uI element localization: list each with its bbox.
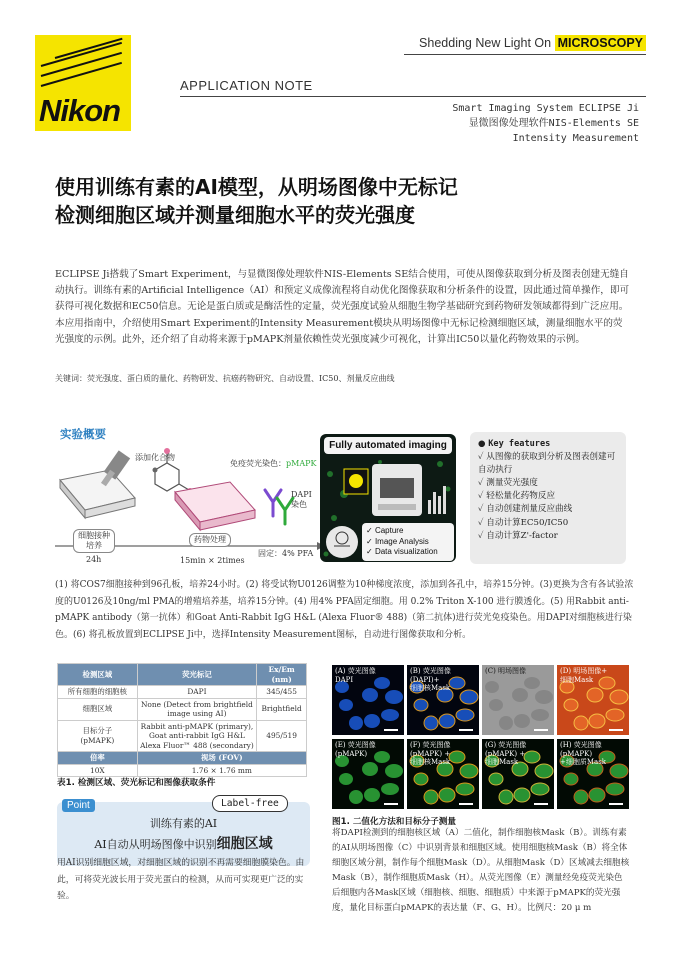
feature-item: ✓ 自动计算Z'-factor [478, 530, 558, 541]
drug-time: 15min × 2times [180, 556, 245, 565]
table-cell: 目标分子 (pMAPK) [58, 720, 138, 752]
panel-caption: (B) 荧光图像 (DAPI)+ 细胞核Mask [410, 667, 451, 693]
point-body: 用AI识别细胞区域，对细胞区域的识别不再需要细胞膜染色。由此，可将荧光波长用于荧光蛋白的检测，从而可实现更广泛的实验。 [57, 858, 305, 901]
scale-bar [534, 729, 548, 731]
scale-bar [459, 729, 473, 731]
scale-bar [459, 803, 473, 805]
tagline [419, 36, 646, 50]
check-icon: ✓ [478, 452, 487, 463]
dapi-stain-label: DAPI 染色 [291, 490, 312, 509]
doc-type: APPLICATION NOTE [180, 78, 313, 93]
table-cell: None (Detect from brightfield image using AI) [137, 698, 257, 720]
check-icon: ✓ [478, 517, 487, 528]
auto-list [362, 523, 454, 561]
scale-bar [609, 729, 623, 731]
intro-paragraph: ECLIPSE Ji搭载了Smart Experiment，与显微图像处理软件NIS-Elements SE结合使用，可使从图像获取到分析及图表创建无缝自动执行。训练有素的Artificial Intelligence（AI）和预定义成像流程将自动优化图像获取和分析条件的设置，因此通过简单操作，即可获得可视化数据和EC50信息。无论是蛋白质或是酶活性的定量，荧光强度试验从细胞生物学基础研究到药物研发领域都得到广泛应用。本应用指南中，介绍使用Smart Experiment的Intensity Measurement模块从明场图像中无标记检测细胞区域，测量细胞水平的荧光强度的示例。此外，还介绍了自动将来源于pMAPK剂量依赖性荧光强度减少可视化，计算出IC50以量化药物效果的示例。 [55, 269, 630, 345]
figure-panel-A [332, 665, 404, 735]
figure-panel-F [407, 739, 479, 809]
feature-item: ✓ 自动创建剂量反应曲线 [478, 504, 573, 515]
table-cell: 细胞区域 [58, 698, 138, 720]
scale-bar [384, 803, 398, 805]
title-line: 使用训练有素的AI模型，从明场图像中无标记 [55, 175, 458, 199]
immuno-target: pMAPK [286, 459, 317, 468]
panel-caption: (C) 明场图像 [485, 667, 527, 675]
automated-imaging-panel [320, 434, 456, 562]
bar-chart-icon [428, 486, 446, 514]
point-line-2 [57, 833, 310, 853]
table-cell: 495/519 [257, 720, 307, 752]
point-line-1: 训练有素的AI [149, 817, 218, 830]
auto-panel-title: Fully automated imaging [324, 437, 452, 454]
table-header: 荧光标记 [137, 664, 257, 686]
panel-caption: (H) 荧光图像 (pMAPK) +细胞质Mask [560, 741, 607, 767]
seed-time: 24h [86, 555, 102, 564]
acquisition-table [57, 663, 307, 777]
seed-label: 细胞接种 培养 [73, 529, 115, 553]
bullet-icon: ● [478, 439, 489, 449]
features-heading: ● Key features [478, 439, 551, 449]
microscope-icon [372, 464, 422, 516]
table-header: 检测区域 [58, 664, 138, 686]
nikon-logo [35, 35, 131, 131]
feature-item: ✓ 从图像的获取到分析及图表创建可自动执行 [478, 452, 616, 476]
table-cell: Rabbit anti-pMAPK (primary), Goat anti-rabbit IgG H&L Alexa Fluor™ 488 (secondary) [137, 720, 257, 752]
scale-bar [534, 803, 548, 805]
label-free-badge: Label-free [212, 795, 288, 812]
figure-panel-D [557, 665, 629, 735]
figure-panel-B [407, 665, 479, 735]
camera-shot-icon [344, 469, 368, 494]
well-plate-icon [60, 470, 135, 518]
keywords: 关键词：荧光强度、蛋白质的量化、药物研发、抗癌药物研究、自动设置、IC50、剂量反应曲线 [55, 374, 395, 383]
table-cell: 1.76 × 1.76 mm [137, 764, 306, 777]
product-line: Intensity Measurement [512, 133, 639, 144]
table-row [58, 698, 307, 720]
scale-bar [384, 729, 398, 731]
check-icon: ✓ [478, 478, 487, 489]
auto-item: ✓ Data visualization [366, 547, 438, 556]
feature-item: ✓ 轻松量化药物反应 [478, 491, 556, 502]
feature-item: ✓ 自动计算EC50/IC50 [478, 517, 569, 528]
immuno-label [230, 458, 316, 469]
table-header: Ex/Em (nm) [257, 664, 307, 686]
table-header: 倍率 [58, 752, 138, 765]
key-features-box [470, 432, 626, 564]
title-line: 检测细胞区域并测量细胞水平的荧光强度 [55, 203, 415, 227]
table-cell: DAPI [137, 686, 257, 699]
tagline-highlight: MICROSCOPY [555, 35, 646, 51]
auto-item: ✓ Image Analysis [366, 536, 429, 546]
table-cell: Brightfield [257, 698, 307, 720]
panel-caption: (E) 荧光图像 (pMAPK) [335, 741, 376, 758]
check-icon: ✓ [478, 491, 487, 502]
point-line-2-text: AI自动从明场图像中识别 [94, 838, 217, 851]
logo-text: Nikon [39, 93, 121, 128]
product-lines [452, 101, 639, 146]
fix-label: 固定：4% PFA [258, 549, 314, 558]
point-line-2-strong: 细胞区域 [216, 836, 273, 852]
auto-item: ✓ Capture [366, 526, 404, 535]
header-rule [404, 54, 646, 55]
table-row [58, 686, 307, 699]
table-cell: 10X [58, 764, 138, 777]
panel-caption: (F) 荧光图像 (pMAPK) + 细胞核Mask [410, 741, 451, 767]
table-subheader-row [58, 752, 307, 765]
table-row [58, 720, 307, 752]
page-title [55, 173, 458, 229]
panel-caption: (A) 荧光图像 DAPI [335, 667, 376, 684]
product-line: Smart Imaging System ECLIPSE Ji [452, 103, 639, 114]
tagline-prefix: Shedding New Light On [419, 36, 552, 50]
figure-caption: 图1. 二值化方法和目标分子测量 [332, 817, 456, 827]
panel-caption: (D) 明场图像+ 细胞Mask [560, 667, 608, 684]
section-heading-overview: 实验概要 [60, 427, 106, 441]
panel-caption: (G) 荧光图像 (pMAPK) + 细胞Mask [485, 741, 527, 767]
scale-bar [609, 803, 623, 805]
table-row [58, 764, 307, 777]
header-rule-2 [180, 96, 646, 97]
table-cell: 345/455 [257, 686, 307, 699]
table-caption: 表1. 检测区域、荧光标记和图像获取条件 [57, 778, 216, 788]
table-cell: 所有细胞的细胞核 [58, 686, 138, 699]
add-compound-label: 添加化合物 [135, 453, 175, 462]
product-line: 显微图像处理软件NIS-Elements SE [468, 118, 639, 129]
feature-item: ✓ 测量荧光强度 [478, 478, 538, 489]
figure-panel-G [482, 739, 554, 809]
drug-label: 药物处理 [189, 533, 231, 547]
figure-panel-H [557, 739, 629, 809]
check-icon: ✓ [478, 504, 487, 515]
antibody-icon [265, 490, 293, 524]
table-header: 视场 (FOV) [137, 752, 306, 765]
figure-body: 将DAPI检测到的细胞核区域（A）二值化，制作细胞核Mask（B）。训练有素的AI从明场图像（C）中识别背景和细胞区域。使用细胞核Mask（B）将全体细胞区域分割，制作每个细胞Mask（D）。从细胞Mask（D）区域减去细胞核Mask（B），制作细胞质Mask（H）。从荧光图像（E）测量经免疫荧光染色后细胞内各Mask区域（细胞核、细胞、细胞质）中来源于pMAPK的荧光强度，量化目标蛋白pMAPK的表达量（F、G、H）。比例尺：20 μ m [332, 828, 630, 913]
immuno-text: 免疫荧光染色： [230, 459, 286, 468]
figure-panel-C [482, 665, 554, 735]
protocol-steps: (1) 将COS7细胞接种到96孔板，培养24小时。(2) 将受试物U0126调整为10种梯度浓度，添加到各孔中，培养15分钟。(3)更换为含有各试验浓度的U0126及10ng/ml PMA的增殖培养基，培养15分钟。(4) 用4% PFA固定细胞。用 0.2% Triton X-100 进行膜透化。(5) 用Rabbit anti-pMAPK antibody（第一抗体）和Goat Anti-Rabbit IgG H&L (Alexa Fluor® 488)（第二抗体)进行荧光免疫染色。用DAPI对细胞核进行染色。(6) 将孔板放置到ECLIPSE Ji中，选择Intensity Measurement图标，自动进行图像获取和分析。 [55, 580, 634, 640]
figure-panel-E [332, 739, 404, 809]
check-icon: ✓ [478, 530, 487, 541]
point-tag: Point [62, 799, 95, 812]
ai-head-icon [326, 526, 358, 558]
